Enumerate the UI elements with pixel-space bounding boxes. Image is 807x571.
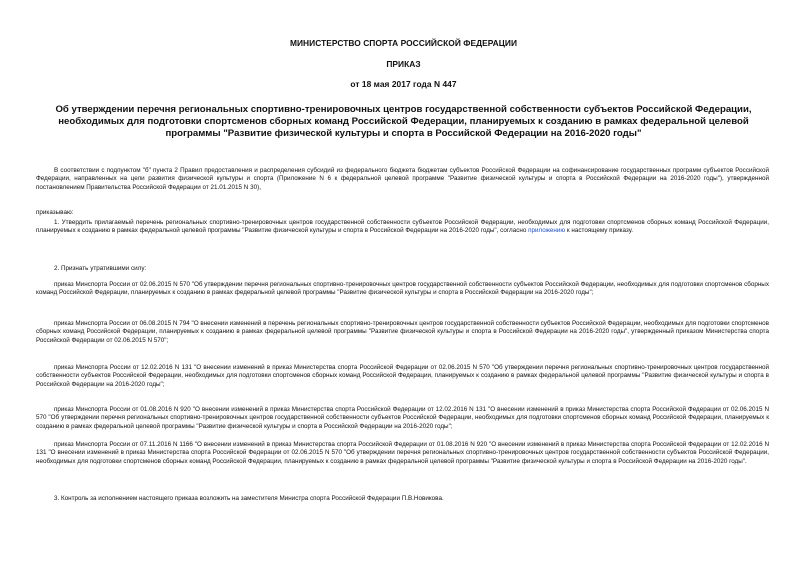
repealed-order-5: приказ Минспорта России от 07.11.2016 N 1166 "О внесении изменений в приказ Министерства спорта Российской Федерации от 01.08.2016 N 920 "О внесении изменений в приказ Министерства спорта Российской Федерации от 12.02.2016 N 131 "О внесении изменений в приказ Министерства спорта Российской Федерации от 02.06.2015 N 570 "Об утверждении перечня региональных спортивно-тренировочных центров государственной собственности субъектов Российской Федерации, необходимых для подготовки спортсменов сборных команд Российской Федерации, планируемых к созданию в рамках федеральной целевой программы "Развитие физической культуры и спорта в Российской Федерации на 2016-2020 годы". bbox=[36, 441, 769, 465]
document-date-number: от 18 мая 2017 года N 447 bbox=[350, 79, 457, 89]
repealed-order-3: приказ Минспорта России от 12.02.2016 N 131 "О внесении изменений в приказ Министерства спорта Российской Федерации от 02.06.2015 N 570 "Об утверждении перечня региональных спортивно-тренировочных центров государственной собственности субъектов Российской Федерации, необходимых для подготовки спортсменов сборных команд Российской Федерации, планируемых к созданию в рамках федеральной целевой программы "Развитие физической культуры и спорта в Российской Федерации на 2016-2020 годы"; bbox=[36, 364, 769, 388]
document-title: Об утверждении перечня региональных спортивно-тренировочных центров государственной собственности субъектов Российской Федерации, необходимых для подготовки спортсменов сборных команд Российской Федерации, планируемых к созданию в рамках федеральной целевой программы "Развитие физической культуры и спорта в Российской Федерации на 2016-2020 годы" bbox=[55, 104, 752, 139]
order-word: приказываю: bbox=[36, 209, 74, 216]
appendix-link[interactable]: приложению bbox=[528, 227, 566, 235]
document-type: ПРИКАЗ bbox=[386, 59, 421, 69]
item-3-paragraph: 3. Контроль за исполнением настоящего приказа возложить на заместителя Министра спорта Российской Федерации П.В.Новикова. bbox=[54, 495, 444, 502]
repealed-order-1: приказ Минспорта России от 02.06.2015 N 570 "Об утверждении перечня региональных спортивно-тренировочных центров государственной собственности субъектов Российской Федерации, необходимых для подготовки спортсменов сборных команд Российской Федерации, планируемых к созданию в рамках федеральной целевой программы "Развитие физической культуры и спорта в Российской Федерации на 2016-2020 годы"; bbox=[36, 281, 769, 297]
item-1-tail: к настоящему приказу. bbox=[565, 227, 633, 235]
ministry-heading: МИНИСТЕРСТВО СПОРТА РОССИЙСКОЙ ФЕДЕРАЦИИ bbox=[289, 38, 518, 48]
item-1-paragraph bbox=[36, 219, 769, 236]
item-2-paragraph: 2. Признать утратившими силу: bbox=[54, 265, 147, 272]
preamble-paragraph: В соответствии с подпунктом "б" пункта 2 Правил предоставления и распределения субсидий из федерального бюджета бюджетам субъектов Российской Федерации на софинансирование государственных программ субъектов Российской Федерации, направленных на цели развития физической культуры и спорта (Приложение N 6 к федеральной целевой программе "Развитие физической культуры и спорта в Российской Федерации на 2016-2020 годы"), утвержденной постановлением Правительства Российской Федерации от 21.01.2015 N 30), bbox=[36, 167, 769, 191]
item-1-text: 1. Утвердить прилагаемый перечень региональных спортивно-тренировочных центров государственной собственности субъектов Российской Федерации, необходимых для подготовки спортсменов сборных команд Российской Федерации, планируемых к созданию в рамках федеральной целевой программы "Развитие физической культуры и спорта в Российской Федерации на 2016-2020 годы", согласно bbox=[36, 219, 769, 235]
repealed-order-4: приказ Минспорта России от 01.08.2016 N 920 "О внесении изменений в приказ Министерства спорта Российской Федерации от 12.02.2016 N 131 "О внесении изменений в приказ Министерства спорта Российской Федерации от 02.06.2015 N 570 "Об утверждении перечня региональных спортивно-тренировочных центров государственной собственности субъектов Российской Федерации, необходимых для подготовки спортсменов сборных команд Российской Федерации, планируемых к созданию в рамках федеральной целевой программы "Развитие физической культуры и спорта в Российской Федерации на 2016-2020 годы"; bbox=[36, 406, 769, 430]
repealed-order-2: приказ Минспорта России от 06.08.2015 N 794 "О внесении изменений в перечень региональных спортивно-тренировочных центров государственной собственности субъектов Российской Федерации, необходимых для подготовки спортсменов сборных команд Российской Федерации, планируемых к созданию в рамках федеральной целевой программы "Развитие физической культуры и спорта в Российской Федерации на 2016-2020 годы", утвержденный приказом Министерства спорта Российской Федерации от 02.06.2015 N 570"; bbox=[36, 320, 769, 344]
